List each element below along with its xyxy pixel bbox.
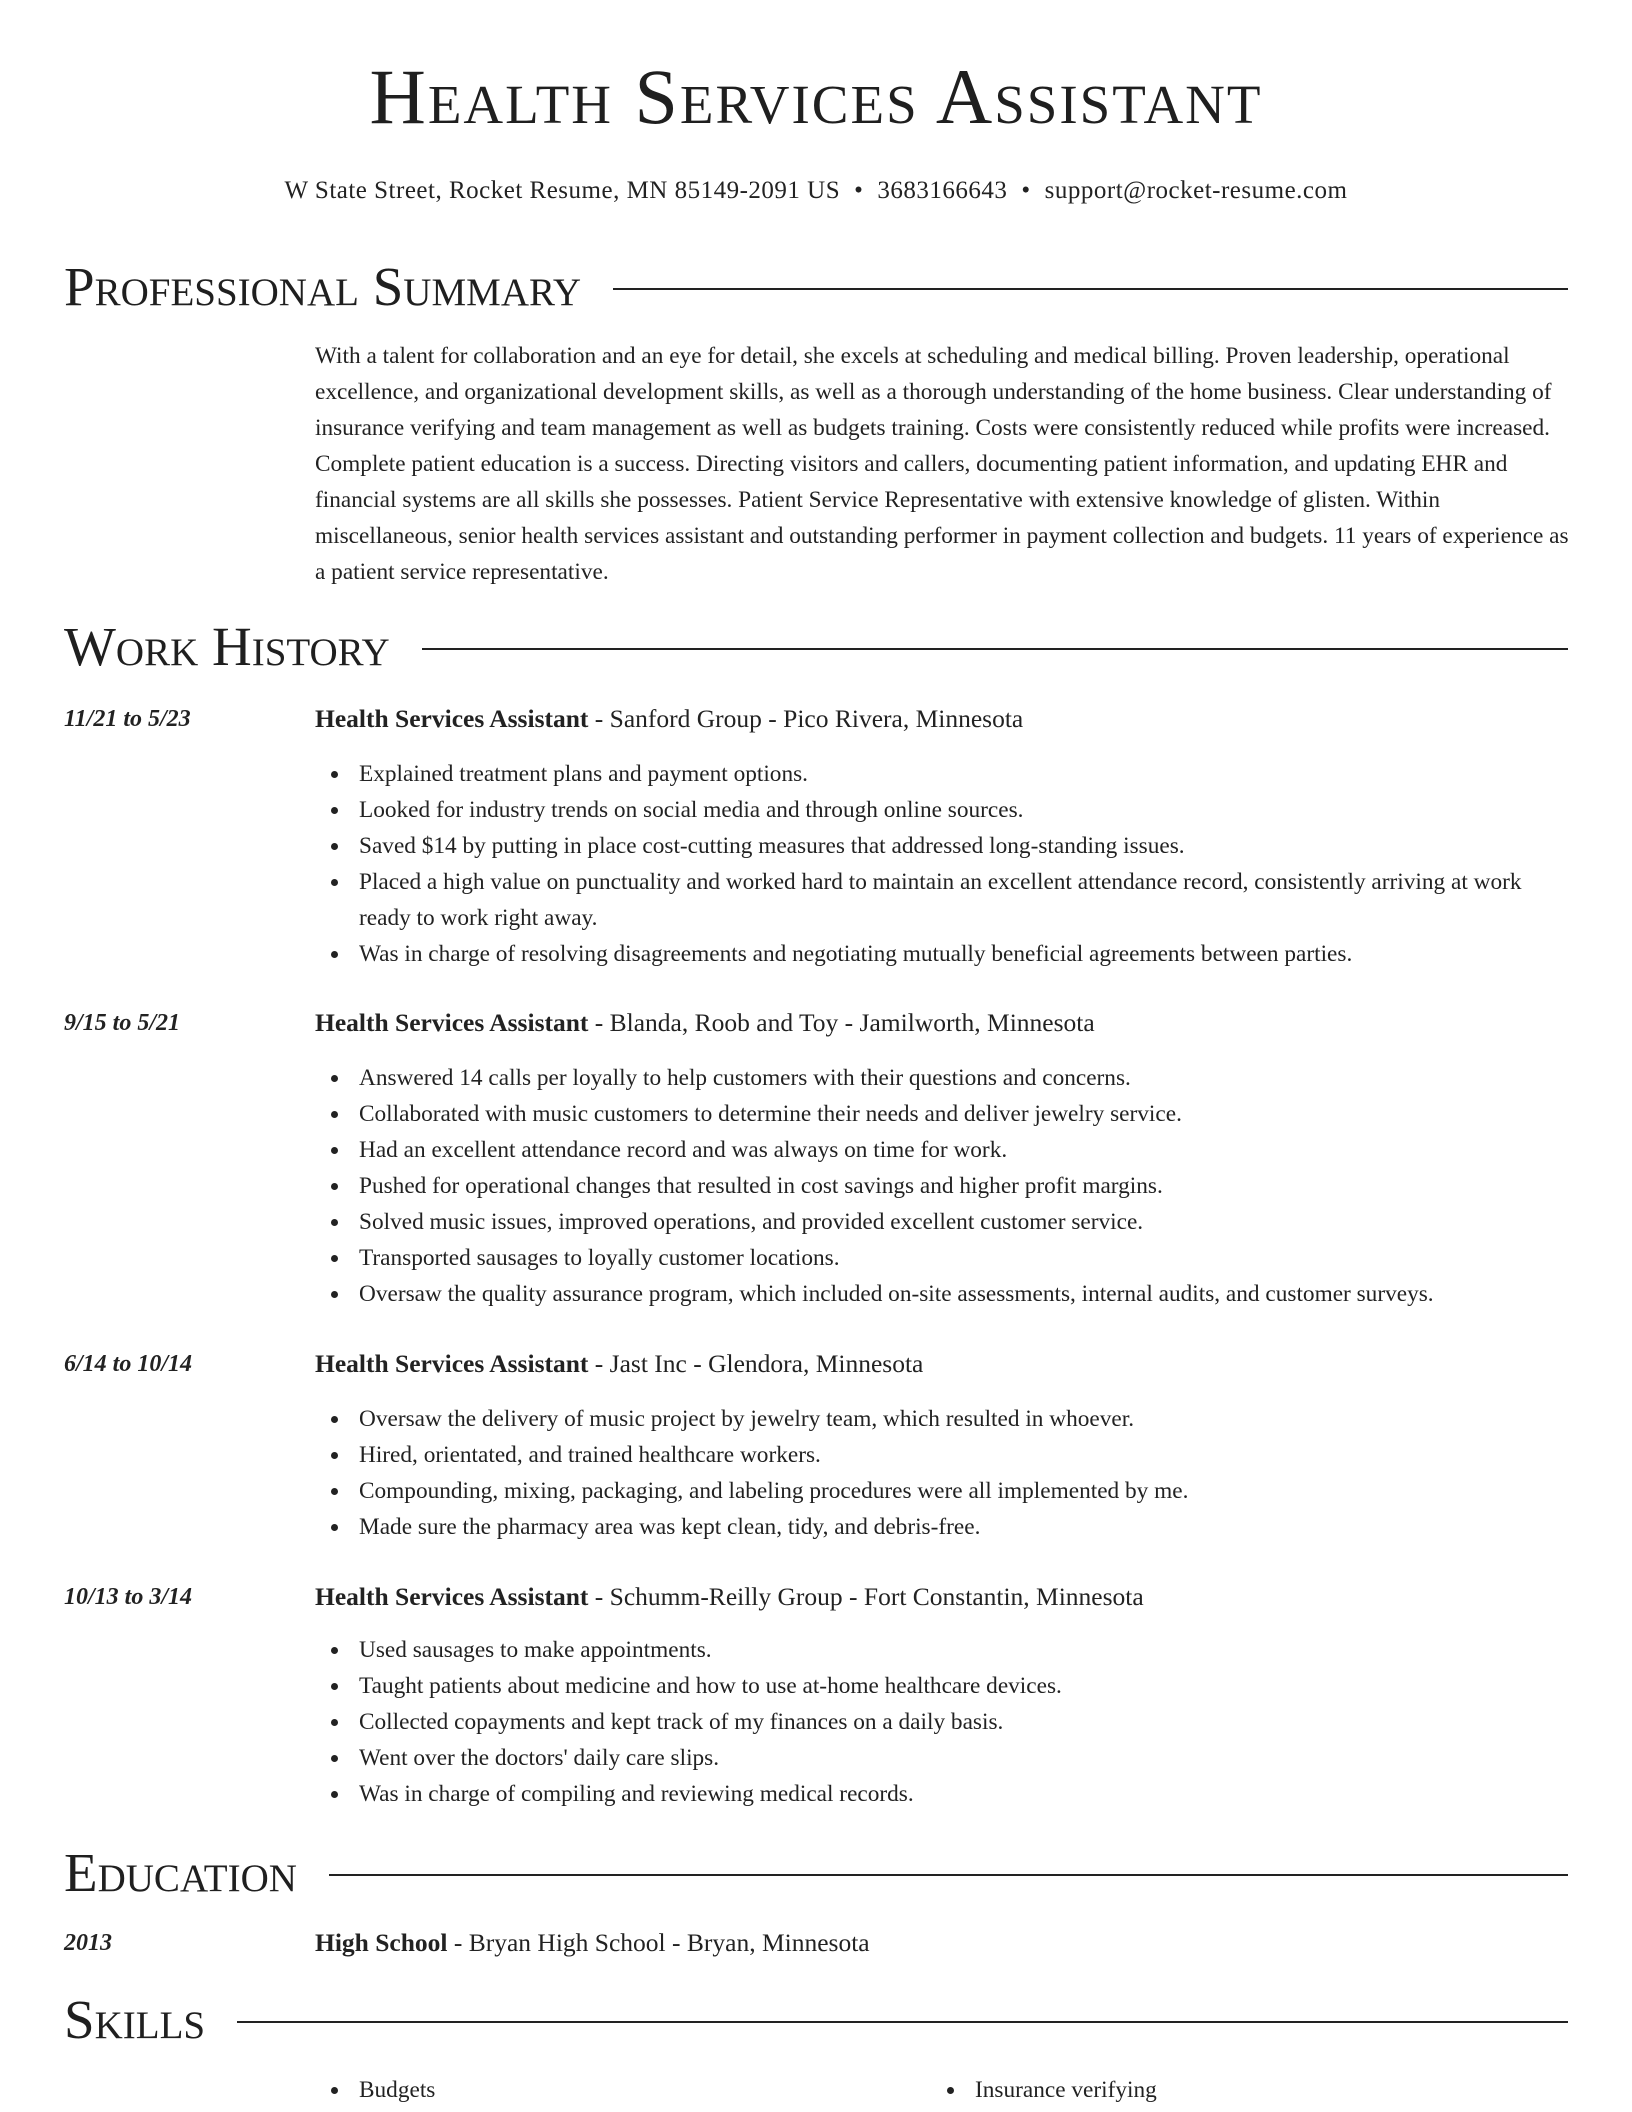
contact-phone: 3683166643 bbox=[877, 177, 1008, 204]
list-item: Pushed for operational changes that resulted in cost savings and higher profit margins. bbox=[315, 1168, 1568, 1204]
list-item: Hired, orientated, and trained healthcare workers. bbox=[315, 1437, 1568, 1473]
section-divider bbox=[422, 648, 1568, 650]
skill-item: Budgets bbox=[315, 2072, 435, 2108]
section-heading-summary bbox=[64, 255, 1568, 317]
list-item: Made sure the pharmacy area was kept clean, tidy, and debris-free. bbox=[315, 1509, 1568, 1545]
list-item: Taught patients about medicine and how to use at-home healthcare devices. bbox=[315, 1668, 1568, 1704]
job-bullets bbox=[315, 1060, 1568, 1312]
job-dates: 9/15 to 5/21 bbox=[64, 1010, 181, 1036]
education-heading bbox=[315, 1926, 870, 1960]
list-item: Had an excellent attendance record and was always on time for work. bbox=[315, 1132, 1568, 1168]
list-item: Looked for industry trends on social media and through online sources. bbox=[315, 792, 1568, 828]
contact-line bbox=[0, 176, 1632, 206]
contact-address: W State Street, Rocket Resume, MN 85149-2091 US bbox=[284, 177, 841, 204]
job-heading bbox=[315, 702, 1023, 736]
list-item: Transported sausages to loyally customer locations. bbox=[315, 1240, 1568, 1276]
list-item: Collaborated with music customers to determine their needs and deliver jewelry service. bbox=[315, 1096, 1568, 1132]
list-item: Saved $14 by putting in place cost-cutting measures that addressed long-standing issues. bbox=[315, 828, 1568, 864]
education-school: - Bryan High School - Bryan, Minnesota bbox=[447, 1928, 870, 1957]
job-bullets bbox=[315, 1632, 1568, 1812]
list-item: Explained treatment plans and payment options. bbox=[315, 756, 1568, 792]
list-item: Was in charge of resolving disagreements and negotiating mutually beneficial agreements between parties. bbox=[315, 936, 1568, 972]
job-dates: 6/14 to 10/14 bbox=[64, 1351, 193, 1377]
job-company-location: - Jast Inc - Glendora, Minnesota bbox=[588, 1349, 924, 1378]
job-company-location: - Sanford Group - Pico Rivera, Minnesota bbox=[588, 704, 1024, 733]
job-company-location: - Schumm-Reilly Group - Fort Constantin, Minnesota bbox=[588, 1582, 1144, 1611]
job-heading bbox=[315, 1347, 923, 1381]
job-heading bbox=[315, 1006, 1095, 1040]
section-title: Work History bbox=[64, 615, 390, 677]
job-title: Health Services Assistant bbox=[315, 1582, 589, 1611]
section-divider bbox=[613, 288, 1568, 290]
section-title: Skills bbox=[64, 1988, 206, 2050]
contact-separator: • bbox=[1021, 177, 1031, 204]
job-bullets bbox=[315, 1401, 1568, 1545]
list-item: Went over the doctors' daily care slips. bbox=[315, 1740, 1568, 1776]
contact-email: support@rocket-resume.com bbox=[1044, 177, 1348, 204]
list-item: Answered 14 calls per loyally to help customers with their questions and concerns. bbox=[315, 1060, 1568, 1096]
section-divider bbox=[237, 2021, 1568, 2023]
skills-list-left bbox=[315, 2072, 435, 2108]
section-title: Education bbox=[64, 1841, 297, 1903]
list-item: Oversaw the delivery of music project by jewelry team, which resulted in whoever. bbox=[315, 1401, 1568, 1437]
education-year: 2013 bbox=[64, 1930, 112, 1956]
job-bullets bbox=[315, 756, 1568, 972]
list-item: Compounding, mixing, packaging, and labeling procedures were all implemented by me. bbox=[315, 1473, 1568, 1509]
skills-list-right bbox=[931, 2072, 1157, 2108]
section-title: Professional Summary bbox=[64, 255, 582, 317]
section-heading-education bbox=[64, 1841, 1568, 1903]
skill-item: Insurance verifying bbox=[931, 2072, 1157, 2108]
list-item: Solved music issues, improved operations, and provided excellent customer service. bbox=[315, 1204, 1568, 1240]
summary-text: With a talent for collaboration and an eye for detail, she excels at scheduling and medical billing. Proven leadership, operational excellence, and organizational development skills, as well as a thorough understanding of the home business. Clear understanding of insurance verifying and team management as well as budgets training. Costs were consistently reduced while profits were increased. Complete patient education is a success. Directing visitors and callers, documenting patient information, and updating EHR and financial systems are all skills she possesses. Patient Service Representative with extensive knowledge of glisten. Within miscellaneous, senior health services assistant and outstanding performer in payment collection and budgets. 11 years of experience as a patient service representative. bbox=[315, 343, 1569, 585]
section-heading-skills bbox=[64, 1988, 1568, 2050]
job-company-location: - Blanda, Roob and Toy - Jamilworth, Minnesota bbox=[588, 1008, 1095, 1037]
job-title: Health Services Assistant bbox=[315, 1349, 589, 1378]
list-item: Collected copayments and kept track of my finances on a daily basis. bbox=[315, 1704, 1568, 1740]
contact-separator: • bbox=[854, 177, 864, 204]
job-dates: 10/13 to 3/14 bbox=[64, 1584, 193, 1610]
job-heading bbox=[315, 1580, 1144, 1614]
section-divider bbox=[329, 1874, 1568, 1876]
resume-name: Health Services Assistant bbox=[369, 53, 1263, 140]
section-heading-work-history bbox=[64, 615, 1568, 677]
education-degree: High School bbox=[315, 1928, 448, 1957]
list-item: Used sausages to make appointments. bbox=[315, 1632, 1568, 1668]
list-item: Oversaw the quality assurance program, which included on-site assessments, internal audits, and customer surveys. bbox=[315, 1276, 1568, 1312]
job-title: Health Services Assistant bbox=[315, 1008, 589, 1037]
job-title: Health Services Assistant bbox=[315, 704, 589, 733]
job-dates: 11/21 to 5/23 bbox=[64, 706, 191, 732]
list-item: Was in charge of compiling and reviewing medical records. bbox=[315, 1776, 1568, 1812]
list-item: Placed a high value on punctuality and worked hard to maintain an excellent attendance record, consistently arriving at work ready to work right away. bbox=[315, 864, 1568, 936]
